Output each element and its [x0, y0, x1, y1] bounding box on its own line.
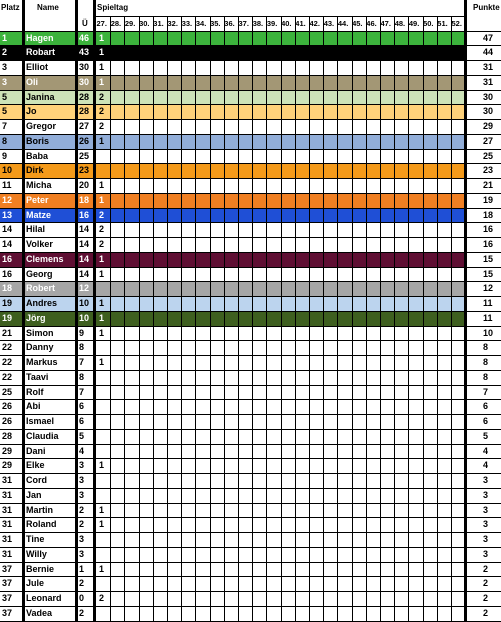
grid-line: [0, 444, 501, 445]
total-points: 6: [483, 401, 489, 412]
total-points: 47: [483, 32, 494, 43]
grid-line: [0, 222, 501, 223]
grid-line: [181, 16, 182, 621]
grid-line: [0, 370, 501, 371]
player-name: Boris: [24, 134, 77, 149]
carryover-points: 14: [78, 252, 94, 267]
matchday-points-cell: 1: [96, 193, 465, 208]
matchday-points-cell: 2: [99, 593, 105, 603]
grid-line: [0, 399, 501, 400]
carryover-points: 26: [78, 134, 94, 149]
grid-line: [323, 16, 324, 621]
rank-cell: 9: [0, 149, 23, 164]
grid-line: [210, 16, 211, 621]
matchday-points-cell: 1: [99, 268, 105, 279]
matchday-points-cell: 2: [99, 239, 105, 249]
grid-line: [295, 16, 296, 621]
player-name: Leonard: [24, 591, 77, 606]
rank-cell: 37: [0, 606, 23, 621]
total-points: 8: [483, 371, 489, 382]
total-points: 12: [483, 283, 494, 294]
carryover-points: 7: [78, 385, 94, 400]
rank-cell: 14: [0, 237, 23, 252]
matchday-points-cell: 1: [99, 62, 105, 72]
grid-line: [0, 591, 501, 592]
rank-cell: 19: [0, 311, 23, 326]
matchday-points-cell: 1: [96, 45, 465, 60]
matchday-header: 48.: [394, 19, 406, 28]
rank-cell: 1: [0, 31, 23, 46]
grid-line: [266, 16, 267, 621]
carryover-points: 12: [78, 281, 94, 296]
player-name: Ismael: [24, 414, 77, 429]
matchday-header: 29.: [124, 19, 136, 28]
total-points: 11: [483, 312, 493, 323]
rank-cell: 7: [0, 119, 23, 134]
player-name: Micha: [24, 178, 77, 193]
carryover-points: 3: [78, 473, 94, 488]
carryover-points: 20: [78, 178, 94, 193]
total-points: 3: [483, 519, 489, 530]
player-name: Andres: [24, 296, 77, 311]
total-points: 3: [483, 475, 489, 485]
grid-line: [0, 237, 501, 238]
carryover-points: 2: [78, 576, 94, 591]
total-points: 31: [483, 76, 494, 87]
rank-cell: 31: [0, 473, 23, 488]
matchday-header: 30.: [139, 19, 150, 28]
total-points: 4: [483, 460, 489, 471]
player-name: Robart: [24, 45, 77, 60]
carryover-points: 8: [78, 340, 94, 355]
matchday-header: 36.: [224, 19, 235, 28]
player-name: Tine: [24, 532, 77, 547]
total-points: 2: [483, 578, 489, 589]
player-name: Elke: [24, 458, 77, 473]
player-name: Cord: [24, 473, 77, 488]
player-name: Clemens: [24, 252, 77, 267]
matchday-points-cell: 1: [96, 31, 465, 46]
grid-line: [309, 16, 310, 621]
matchday-header: 34.: [195, 19, 207, 28]
grid-line: [0, 296, 501, 297]
matchday-points-cell: 1: [96, 134, 465, 149]
carryover-points: 46: [78, 31, 94, 46]
player-name: Markus: [24, 355, 77, 370]
grid-line: [0, 163, 501, 164]
player-name: Robert: [24, 281, 77, 296]
grid-line: [0, 45, 501, 46]
carryover-points: 18: [78, 193, 94, 208]
carryover-points: 6: [78, 414, 94, 429]
grid-line: [0, 31, 501, 32]
grid-line: [0, 414, 501, 415]
total-points: 15: [483, 253, 494, 264]
matchday-header: 42.: [309, 19, 320, 28]
carryover-points: 4: [78, 444, 94, 459]
player-name: Gregor: [24, 119, 77, 134]
grid-line: [0, 532, 501, 533]
total-points: 10: [483, 327, 494, 338]
player-name: Dani: [24, 444, 77, 459]
grid-line: [96, 16, 465, 17]
matchday-header: 38.: [252, 19, 264, 28]
rank-cell: 31: [0, 532, 23, 547]
rank-cell: 31: [0, 517, 23, 532]
carryover-points: 1: [78, 562, 94, 577]
carryover-points: 30: [78, 75, 94, 90]
grid-line: [0, 90, 501, 91]
player-name: Claudia: [24, 429, 77, 444]
rank-cell: 37: [0, 591, 23, 606]
total-points: 2: [483, 563, 489, 574]
rank-cell: 29: [0, 458, 23, 473]
grid-line: [0, 517, 501, 518]
rank-cell: 29: [0, 444, 23, 459]
player-name: Elliot: [24, 60, 77, 75]
rank-cell: 19: [0, 296, 23, 311]
grid-line: [167, 16, 168, 621]
player-name: Jule: [24, 576, 77, 591]
carryover-points: 28: [78, 104, 94, 119]
matchday-header: 35.: [210, 19, 221, 28]
total-points: 3: [483, 534, 489, 544]
carryover-points: 14: [78, 267, 94, 282]
matchday-header: 45.: [352, 19, 363, 28]
total-points: 18: [483, 209, 494, 220]
matchday-points-cell: 1: [99, 180, 105, 190]
carryover-points: 7: [78, 355, 94, 370]
carryover-points: 2: [78, 517, 94, 532]
carryover-points: 2: [78, 503, 94, 518]
total-points: 25: [483, 150, 494, 161]
matchday-header: 37.: [238, 19, 249, 28]
rank-cell: 22: [0, 355, 23, 370]
grid-line: [252, 16, 253, 621]
rank-cell: 31: [0, 503, 23, 518]
grid-line: [352, 16, 353, 621]
total-points: 16: [483, 239, 494, 249]
header-u: Ü: [82, 19, 88, 28]
player-name: Danny: [24, 340, 77, 355]
player-name: Roland: [24, 517, 77, 532]
grid-line: [0, 458, 501, 459]
rank-cell: 3: [0, 75, 23, 90]
matchday-header: 39.: [266, 19, 278, 28]
matchday-points-cell: 2: [96, 104, 465, 119]
matchday-header: 51.: [437, 19, 448, 28]
player-name: Martin: [24, 503, 77, 518]
total-points: 44: [483, 47, 494, 58]
carryover-points: 28: [78, 90, 94, 105]
carryover-points: 43: [78, 45, 94, 60]
rank-cell: 16: [0, 267, 23, 282]
grid-line: [0, 149, 501, 150]
rank-cell: 16: [0, 252, 23, 267]
matchday-points-cell: 2: [99, 121, 105, 131]
matchday-header: 27.: [96, 19, 107, 28]
grid-line: [0, 281, 501, 282]
grid-line: [437, 16, 438, 621]
grid-line: [0, 355, 501, 356]
player-name: Abi: [24, 399, 77, 414]
matchday-header: 46.: [366, 19, 377, 28]
carryover-points: 9: [78, 326, 94, 341]
player-name: Matze: [24, 208, 77, 223]
total-points: 30: [483, 106, 494, 117]
rank-cell: 25: [0, 385, 23, 400]
header-platz: Platz: [1, 3, 20, 12]
grid-line: [0, 576, 501, 577]
grid-line: [0, 311, 501, 312]
grid-line: [451, 16, 452, 621]
grid-line: [380, 16, 381, 621]
grid-line: [0, 340, 501, 341]
carryover-points: 6: [78, 399, 94, 414]
grid-line: [238, 16, 239, 621]
player-name: Bernie: [24, 562, 77, 577]
matchday-points-cell: 1: [96, 75, 465, 90]
total-points: 19: [483, 194, 494, 205]
matchday-points-cell: 1: [96, 252, 465, 267]
rank-cell: 3: [0, 60, 23, 75]
grid-line: [408, 16, 409, 621]
rank-cell: 37: [0, 562, 23, 577]
grid-line: [0, 385, 501, 386]
total-points: 27: [483, 135, 494, 146]
grid-line: [110, 16, 111, 621]
grid-line: [0, 252, 501, 253]
rank-cell: 18: [0, 281, 23, 296]
total-points: 6: [483, 416, 489, 426]
carryover-points: 30: [78, 60, 94, 75]
total-points: 29: [483, 121, 494, 131]
grid-line: [153, 16, 154, 621]
rank-cell: 22: [0, 340, 23, 355]
total-points: 11: [483, 298, 493, 308]
matchday-header: 33.: [181, 19, 193, 28]
player-name: Janina: [24, 90, 77, 105]
grid-line: [0, 503, 501, 504]
grid-line: [0, 429, 501, 430]
carryover-points: 14: [78, 237, 94, 252]
matchday-points-cell: 2: [99, 224, 105, 235]
matchday-points-cell: 1: [99, 504, 105, 515]
grid-line: [0, 267, 501, 268]
matchday-points-cell: 1: [99, 563, 105, 574]
grid-line: [195, 16, 196, 621]
rank-cell: 11: [0, 178, 23, 193]
player-name: Oli: [24, 75, 77, 90]
rank-cell: 13: [0, 208, 23, 223]
rank-cell: 31: [0, 488, 23, 503]
rank-cell: 22: [0, 370, 23, 385]
carryover-points: 25: [78, 149, 94, 164]
player-name: Dirk: [24, 163, 77, 178]
carryover-points: 3: [78, 488, 94, 503]
player-name: Simon: [24, 326, 77, 341]
rank-cell: 2: [0, 45, 23, 60]
total-points: 23: [483, 165, 494, 176]
grid-line: [124, 16, 125, 621]
carryover-points: 3: [78, 458, 94, 473]
player-name: Hagen: [24, 31, 77, 46]
rank-cell: 28: [0, 429, 23, 444]
grid-line: [423, 16, 424, 621]
carryover-points: 16: [78, 208, 94, 223]
rank-cell: 14: [0, 222, 23, 237]
matchday-points-cell: 1: [99, 327, 105, 338]
matchday-header: 28.: [110, 19, 122, 28]
total-points: 2: [483, 593, 489, 603]
player-name: Peter: [24, 193, 77, 208]
matchday-header: 50.: [423, 19, 434, 28]
rank-cell: 26: [0, 414, 23, 429]
matchday-points-cell: 1: [96, 311, 465, 326]
carryover-points: 23: [78, 163, 94, 178]
header-name: Name: [37, 3, 59, 12]
total-points: 21: [483, 180, 494, 190]
grid-line: [0, 326, 501, 327]
carryover-points: 3: [78, 532, 94, 547]
rank-cell: 12: [0, 193, 23, 208]
player-name: Hilal: [24, 222, 77, 237]
matchday-points-cell: 2: [96, 90, 465, 105]
total-points: 15: [483, 268, 494, 279]
player-name: Volker: [24, 237, 77, 252]
player-name: Baba: [24, 149, 77, 164]
grid-line: [366, 16, 367, 621]
grid-line: [0, 134, 501, 135]
player-name: Jörg: [24, 311, 77, 326]
rank-cell: 26: [0, 399, 23, 414]
matchday-header: 40.: [281, 19, 292, 28]
total-points: 16: [483, 224, 494, 235]
player-name: Rolf: [24, 385, 77, 400]
total-points: 4: [483, 445, 489, 456]
carryover-points: 3: [78, 547, 94, 562]
carryover-points: 14: [78, 222, 94, 237]
total-points: 8: [483, 357, 489, 367]
grid-line: [0, 119, 501, 120]
grid-line: [0, 75, 501, 76]
total-points: 7: [483, 386, 489, 397]
matchday-header: 41.: [295, 19, 306, 28]
grid-line: [0, 606, 501, 607]
grid-line: [394, 16, 395, 621]
matchday-header: 44.: [337, 19, 349, 28]
grid-line: [0, 547, 501, 548]
grid-line: [0, 104, 501, 105]
total-points: 30: [483, 91, 494, 102]
matchday-points-cell: 1: [99, 460, 105, 471]
rank-cell: 37: [0, 576, 23, 591]
matchday-header: 47.: [380, 19, 391, 28]
carryover-points: 27: [78, 119, 94, 134]
grid-line: [0, 488, 501, 489]
grid-line: [0, 178, 501, 179]
carryover-points: 10: [78, 311, 94, 326]
grid-line: [139, 16, 140, 621]
total-points: 3: [483, 548, 489, 559]
matchday-points-cell: 1: [96, 296, 465, 311]
rank-cell: 31: [0, 547, 23, 562]
matchday-header: 49.: [408, 19, 420, 28]
total-points: 2: [483, 607, 489, 618]
matchday-points-cell: 1: [99, 519, 105, 530]
matchday-header: 32.: [167, 19, 178, 28]
matchday-header: 43.: [323, 19, 335, 28]
carryover-points: 0: [78, 591, 94, 606]
rank-cell: 8: [0, 134, 23, 149]
player-name: Vadea: [24, 606, 77, 621]
total-points: 31: [483, 62, 494, 72]
grid-line: [0, 193, 501, 194]
player-name: Taavi: [24, 370, 77, 385]
grid-line: [0, 60, 501, 61]
total-points: 3: [483, 489, 489, 500]
grid-line: [0, 208, 501, 209]
player-name: Jan: [24, 488, 77, 503]
matchday-points-cell: 1: [99, 357, 105, 367]
matchday-points-cell: 2: [96, 208, 465, 223]
header-spieltag: Spieltag: [97, 3, 129, 12]
rank-cell: 21: [0, 326, 23, 341]
rank-cell: 5: [0, 104, 23, 119]
player-name: Willy: [24, 547, 77, 562]
total-points: 3: [483, 504, 489, 515]
carryover-points: 2: [78, 606, 94, 621]
rank-cell: 5: [0, 90, 23, 105]
grid-line: [281, 16, 282, 621]
matchday-header: 31.: [153, 19, 164, 28]
grid-line: [0, 473, 501, 474]
carryover-points: 8: [78, 370, 94, 385]
matchday-header: 52.: [451, 19, 462, 28]
carryover-points: 10: [78, 296, 94, 311]
total-points: 8: [483, 342, 489, 353]
grid-line: [224, 16, 225, 621]
header-punkte: Punkte: [473, 3, 500, 12]
rank-cell: 10: [0, 163, 23, 178]
grid-line: [337, 16, 338, 621]
player-name: Jo: [24, 104, 77, 119]
grid-line: [0, 621, 501, 622]
carryover-points: 5: [78, 429, 94, 444]
total-points: 5: [483, 430, 489, 441]
grid-line: [0, 562, 501, 563]
player-name: Georg: [24, 267, 77, 282]
